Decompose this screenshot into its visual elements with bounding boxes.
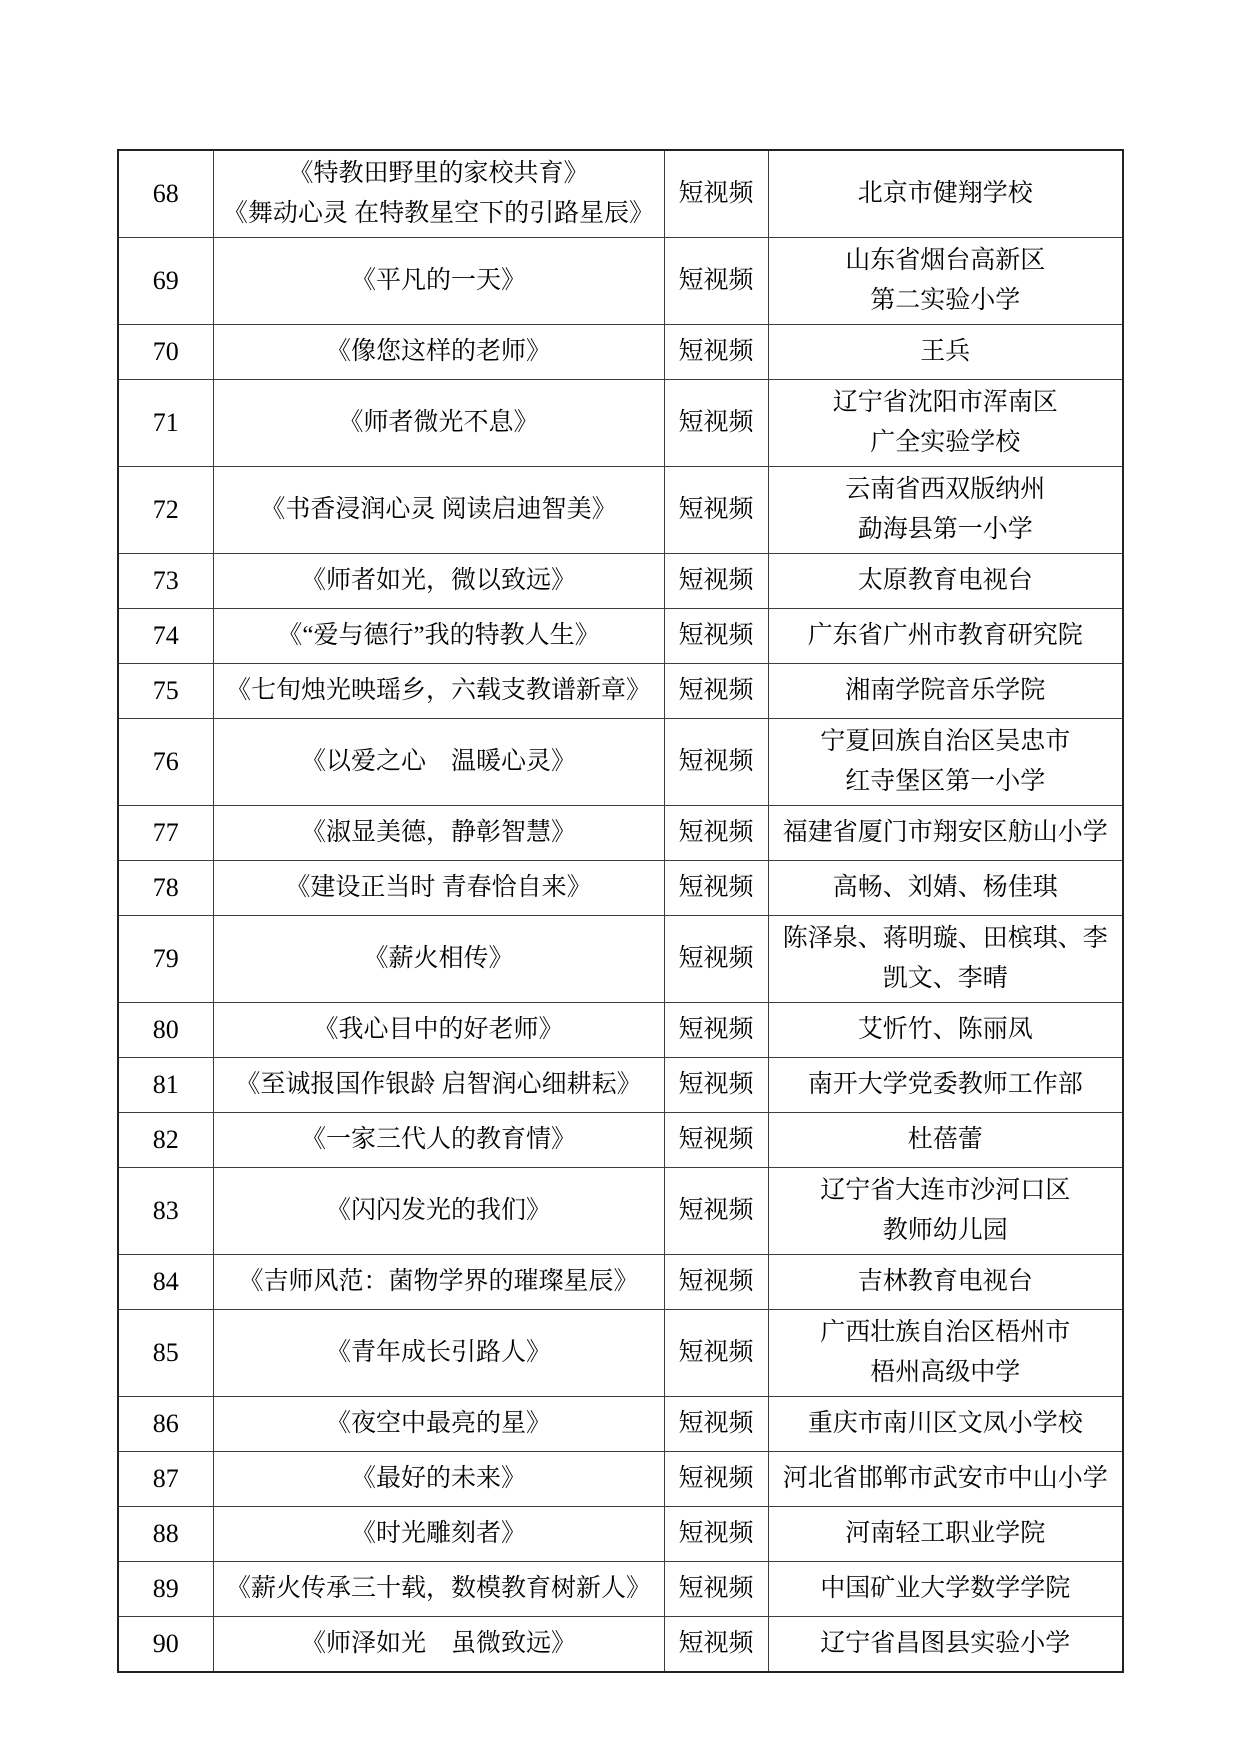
row-number-cell bbox=[118, 916, 213, 1003]
table-row bbox=[118, 554, 1123, 609]
awards-table bbox=[117, 149, 1124, 1673]
org-cell bbox=[768, 719, 1123, 806]
org-line: 王兵 bbox=[920, 338, 971, 365]
org-line: 云南省西双版纳州 bbox=[845, 476, 1046, 503]
type-label: 短视频 bbox=[678, 1126, 754, 1153]
title-line: 《夜空中最亮的星》 bbox=[325, 1410, 551, 1437]
title-cell bbox=[213, 380, 664, 467]
row-number: 73 bbox=[152, 566, 179, 595]
table-row bbox=[118, 664, 1123, 719]
row-number: 76 bbox=[152, 747, 179, 776]
org-cell bbox=[768, 916, 1123, 1003]
table-row bbox=[118, 238, 1123, 325]
title-cell bbox=[213, 467, 664, 554]
type-cell bbox=[664, 1397, 768, 1452]
row-number-cell bbox=[118, 238, 213, 325]
title-cell bbox=[213, 1310, 664, 1397]
title-cell bbox=[213, 238, 664, 325]
title-cell bbox=[213, 1058, 664, 1113]
type-label: 短视频 bbox=[678, 622, 754, 649]
title-line: 《师者微光不息》 bbox=[338, 409, 539, 436]
title-line: 《平凡的一天》 bbox=[350, 267, 526, 294]
row-number: 85 bbox=[152, 1338, 179, 1367]
type-cell bbox=[664, 861, 768, 916]
row-number-cell bbox=[118, 325, 213, 380]
table-row bbox=[118, 1562, 1123, 1617]
org-line: 北京市健翔学校 bbox=[857, 180, 1033, 207]
title-line: 《最好的未来》 bbox=[350, 1465, 526, 1492]
row-number: 80 bbox=[152, 1015, 179, 1044]
title-line: 《至诚报国作银龄 启智润心细耕耘》 bbox=[235, 1071, 642, 1098]
type-cell bbox=[664, 719, 768, 806]
type-label: 短视频 bbox=[678, 1630, 754, 1657]
org-line: 广东省广州市教育研究院 bbox=[807, 622, 1083, 649]
org-line: 南开大学党委教师工作部 bbox=[807, 1071, 1083, 1098]
title-line: 《七旬烛光映瑶乡，六载支教谱新章》 bbox=[225, 677, 651, 704]
type-label: 短视频 bbox=[678, 1071, 754, 1098]
type-label: 短视频 bbox=[678, 1520, 754, 1547]
title-line: 《时光雕刻者》 bbox=[350, 1520, 526, 1547]
org-line: 湘南学院音乐学院 bbox=[845, 677, 1046, 704]
row-number-cell bbox=[118, 1003, 213, 1058]
row-number-cell bbox=[118, 664, 213, 719]
type-label: 短视频 bbox=[678, 874, 754, 901]
row-number-cell bbox=[118, 1255, 213, 1310]
type-label: 短视频 bbox=[678, 1465, 754, 1492]
org-line: 凯文、李晴 bbox=[882, 965, 1008, 992]
type-cell bbox=[664, 916, 768, 1003]
row-number-cell bbox=[118, 380, 213, 467]
title-line: 《薪火传承三十载，数模教育树新人》 bbox=[225, 1575, 651, 1602]
row-number: 89 bbox=[152, 1574, 179, 1603]
type-cell bbox=[664, 1617, 768, 1673]
row-number: 90 bbox=[152, 1629, 179, 1658]
org-cell bbox=[768, 1562, 1123, 1617]
title-cell bbox=[213, 916, 664, 1003]
type-label: 短视频 bbox=[678, 338, 754, 365]
row-number: 84 bbox=[152, 1267, 179, 1296]
table-row bbox=[118, 1452, 1123, 1507]
type-label: 短视频 bbox=[678, 1197, 754, 1224]
row-number: 71 bbox=[152, 408, 179, 437]
table-row bbox=[118, 150, 1123, 238]
title-line: 《建设正当时 青春恰自来》 bbox=[285, 874, 592, 901]
org-line: 河南轻工职业学院 bbox=[845, 1520, 1046, 1547]
org-cell bbox=[768, 380, 1123, 467]
type-cell bbox=[664, 1562, 768, 1617]
table-row bbox=[118, 916, 1123, 1003]
table-row bbox=[118, 609, 1123, 664]
table-row bbox=[118, 1255, 1123, 1310]
org-line: 辽宁省大连市沙河口区 bbox=[820, 1177, 1071, 1204]
title-cell bbox=[213, 1452, 664, 1507]
org-cell bbox=[768, 325, 1123, 380]
type-cell bbox=[664, 1507, 768, 1562]
row-number-cell bbox=[118, 554, 213, 609]
org-cell bbox=[768, 1168, 1123, 1255]
title-line: 《书香浸润心灵 阅读启迪智美》 bbox=[260, 496, 617, 523]
row-number: 70 bbox=[152, 337, 179, 366]
org-cell bbox=[768, 1452, 1123, 1507]
org-cell bbox=[768, 150, 1123, 238]
org-cell bbox=[768, 1617, 1123, 1673]
type-cell bbox=[664, 1058, 768, 1113]
type-label: 短视频 bbox=[678, 748, 754, 775]
title-line: 《薪火相传》 bbox=[363, 945, 514, 972]
table-row bbox=[118, 467, 1123, 554]
org-cell bbox=[768, 238, 1123, 325]
row-number-cell bbox=[118, 806, 213, 861]
row-number: 88 bbox=[152, 1519, 179, 1548]
type-cell bbox=[664, 325, 768, 380]
row-number-cell bbox=[118, 1617, 213, 1673]
title-cell bbox=[213, 1562, 664, 1617]
type-label: 短视频 bbox=[678, 945, 754, 972]
title-line: 《师泽如光 虽微致远》 bbox=[300, 1630, 576, 1657]
org-cell bbox=[768, 861, 1123, 916]
org-line: 山东省烟台高新区 bbox=[845, 247, 1046, 274]
type-label: 短视频 bbox=[678, 1410, 754, 1437]
table-row bbox=[118, 325, 1123, 380]
title-cell bbox=[213, 1507, 664, 1562]
title-cell bbox=[213, 554, 664, 609]
org-line: 辽宁省沈阳市浑南区 bbox=[832, 389, 1058, 416]
org-line: 辽宁省昌图县实验小学 bbox=[820, 1630, 1071, 1657]
title-cell bbox=[213, 1168, 664, 1255]
org-line: 中国矿业大学数学学院 bbox=[820, 1575, 1071, 1602]
title-line: 《青年成长引路人》 bbox=[325, 1339, 551, 1366]
table-row bbox=[118, 861, 1123, 916]
row-number-cell bbox=[118, 719, 213, 806]
title-line: 《吉师风范：菌物学界的璀璨星辰》 bbox=[238, 1268, 639, 1295]
type-label: 短视频 bbox=[678, 567, 754, 594]
table-row bbox=[118, 1168, 1123, 1255]
org-line: 教师幼儿园 bbox=[882, 1217, 1008, 1244]
table-row bbox=[118, 806, 1123, 861]
title-line: 《特教田野里的家校共育》 bbox=[288, 160, 589, 187]
title-line: 《师者如光，微以致远》 bbox=[300, 567, 576, 594]
type-cell bbox=[664, 554, 768, 609]
type-cell bbox=[664, 1003, 768, 1058]
row-number-cell bbox=[118, 861, 213, 916]
type-cell bbox=[664, 1168, 768, 1255]
table-row bbox=[118, 1003, 1123, 1058]
org-cell bbox=[768, 467, 1123, 554]
row-number-cell bbox=[118, 609, 213, 664]
title-cell bbox=[213, 719, 664, 806]
awards-table-body bbox=[118, 150, 1123, 1672]
org-line: 广全实验学校 bbox=[870, 429, 1021, 456]
org-line: 吉林教育电视台 bbox=[857, 1268, 1033, 1295]
type-label: 短视频 bbox=[678, 819, 754, 846]
org-cell bbox=[768, 806, 1123, 861]
title-cell bbox=[213, 806, 664, 861]
title-cell bbox=[213, 150, 664, 238]
row-number: 78 bbox=[152, 873, 179, 902]
type-label: 短视频 bbox=[678, 677, 754, 704]
row-number: 72 bbox=[152, 495, 179, 524]
title-line: 《“爱与德行”我的特教人生》 bbox=[277, 622, 600, 649]
type-cell bbox=[664, 806, 768, 861]
row-number: 69 bbox=[152, 266, 179, 295]
org-line: 高畅、刘婧、杨佳琪 bbox=[832, 874, 1058, 901]
title-cell bbox=[213, 664, 664, 719]
row-number: 79 bbox=[152, 944, 179, 973]
org-cell bbox=[768, 1507, 1123, 1562]
table-row bbox=[118, 1310, 1123, 1397]
row-number-cell bbox=[118, 1562, 213, 1617]
org-line: 宁夏回族自治区吴忠市 bbox=[820, 728, 1071, 755]
org-cell bbox=[768, 609, 1123, 664]
org-cell bbox=[768, 554, 1123, 609]
title-cell bbox=[213, 1255, 664, 1310]
title-line: 《淑显美德，静彰智慧》 bbox=[300, 819, 576, 846]
org-line: 河北省邯郸市武安市中山小学 bbox=[782, 1465, 1108, 1492]
type-label: 短视频 bbox=[678, 1339, 754, 1366]
org-line: 福建省厦门市翔安区舫山小学 bbox=[782, 819, 1108, 846]
title-cell bbox=[213, 861, 664, 916]
row-number-cell bbox=[118, 1397, 213, 1452]
org-cell bbox=[768, 1113, 1123, 1168]
table-row bbox=[118, 1113, 1123, 1168]
org-line: 重庆市南川区文凤小学校 bbox=[807, 1410, 1083, 1437]
row-number-cell bbox=[118, 150, 213, 238]
type-label: 短视频 bbox=[678, 409, 754, 436]
title-line: 《以爱之心 温暖心灵》 bbox=[300, 748, 576, 775]
title-cell bbox=[213, 1003, 664, 1058]
title-line: 《一家三代人的教育情》 bbox=[300, 1126, 576, 1153]
row-number: 68 bbox=[152, 179, 179, 208]
org-cell bbox=[768, 1003, 1123, 1058]
org-cell bbox=[768, 664, 1123, 719]
org-line: 第二实验小学 bbox=[870, 287, 1021, 314]
title-line: 《我心目中的好老师》 bbox=[313, 1016, 564, 1043]
type-label: 短视频 bbox=[678, 180, 754, 207]
org-line: 艾忻竹、陈丽凤 bbox=[857, 1016, 1033, 1043]
type-label: 短视频 bbox=[678, 267, 754, 294]
row-number: 87 bbox=[152, 1464, 179, 1493]
table-row bbox=[118, 719, 1123, 806]
row-number-cell bbox=[118, 1168, 213, 1255]
type-cell bbox=[664, 238, 768, 325]
type-label: 短视频 bbox=[678, 1016, 754, 1043]
type-cell bbox=[664, 380, 768, 467]
row-number-cell bbox=[118, 467, 213, 554]
org-cell bbox=[768, 1255, 1123, 1310]
table-row bbox=[118, 1397, 1123, 1452]
title-line: 《像您这样的老师》 bbox=[325, 338, 551, 365]
title-cell bbox=[213, 325, 664, 380]
row-number: 75 bbox=[152, 676, 179, 705]
title-cell bbox=[213, 1617, 664, 1673]
row-number-cell bbox=[118, 1507, 213, 1562]
org-line: 太原教育电视台 bbox=[857, 567, 1033, 594]
type-label: 短视频 bbox=[678, 1268, 754, 1295]
row-number: 81 bbox=[152, 1070, 179, 1099]
title-cell bbox=[213, 1113, 664, 1168]
row-number-cell bbox=[118, 1310, 213, 1397]
title-line: 《舞动心灵 在特教星空下的引路星辰》 bbox=[222, 200, 655, 227]
type-cell bbox=[664, 467, 768, 554]
title-line: 《闪闪发光的我们》 bbox=[325, 1197, 551, 1224]
row-number: 77 bbox=[152, 818, 179, 847]
type-cell bbox=[664, 609, 768, 664]
row-number-cell bbox=[118, 1113, 213, 1168]
type-label: 短视频 bbox=[678, 1575, 754, 1602]
table-row bbox=[118, 380, 1123, 467]
type-cell bbox=[664, 664, 768, 719]
title-cell bbox=[213, 609, 664, 664]
org-cell bbox=[768, 1397, 1123, 1452]
org-line: 广西壮族自治区梧州市 bbox=[820, 1319, 1071, 1346]
org-cell bbox=[768, 1310, 1123, 1397]
org-line: 杜蓓蕾 bbox=[907, 1126, 983, 1153]
title-cell bbox=[213, 1397, 664, 1452]
row-number: 83 bbox=[152, 1196, 179, 1225]
type-label: 短视频 bbox=[678, 496, 754, 523]
org-cell bbox=[768, 1058, 1123, 1113]
org-line: 红寺堡区第一小学 bbox=[845, 768, 1046, 795]
type-cell bbox=[664, 1452, 768, 1507]
row-number: 74 bbox=[152, 621, 179, 650]
org-line: 梧州高级中学 bbox=[870, 1359, 1021, 1386]
row-number-cell bbox=[118, 1452, 213, 1507]
table-row bbox=[118, 1058, 1123, 1113]
table-row bbox=[118, 1617, 1123, 1673]
row-number-cell bbox=[118, 1058, 213, 1113]
type-cell bbox=[664, 1113, 768, 1168]
row-number: 86 bbox=[152, 1409, 179, 1438]
type-cell bbox=[664, 150, 768, 238]
type-cell bbox=[664, 1310, 768, 1397]
org-line: 勐海县第一小学 bbox=[857, 516, 1033, 543]
table-row bbox=[118, 1507, 1123, 1562]
org-line: 陈泽泉、蒋明璇、田槟琪、李 bbox=[782, 925, 1108, 952]
row-number: 82 bbox=[152, 1125, 179, 1154]
type-cell bbox=[664, 1255, 768, 1310]
